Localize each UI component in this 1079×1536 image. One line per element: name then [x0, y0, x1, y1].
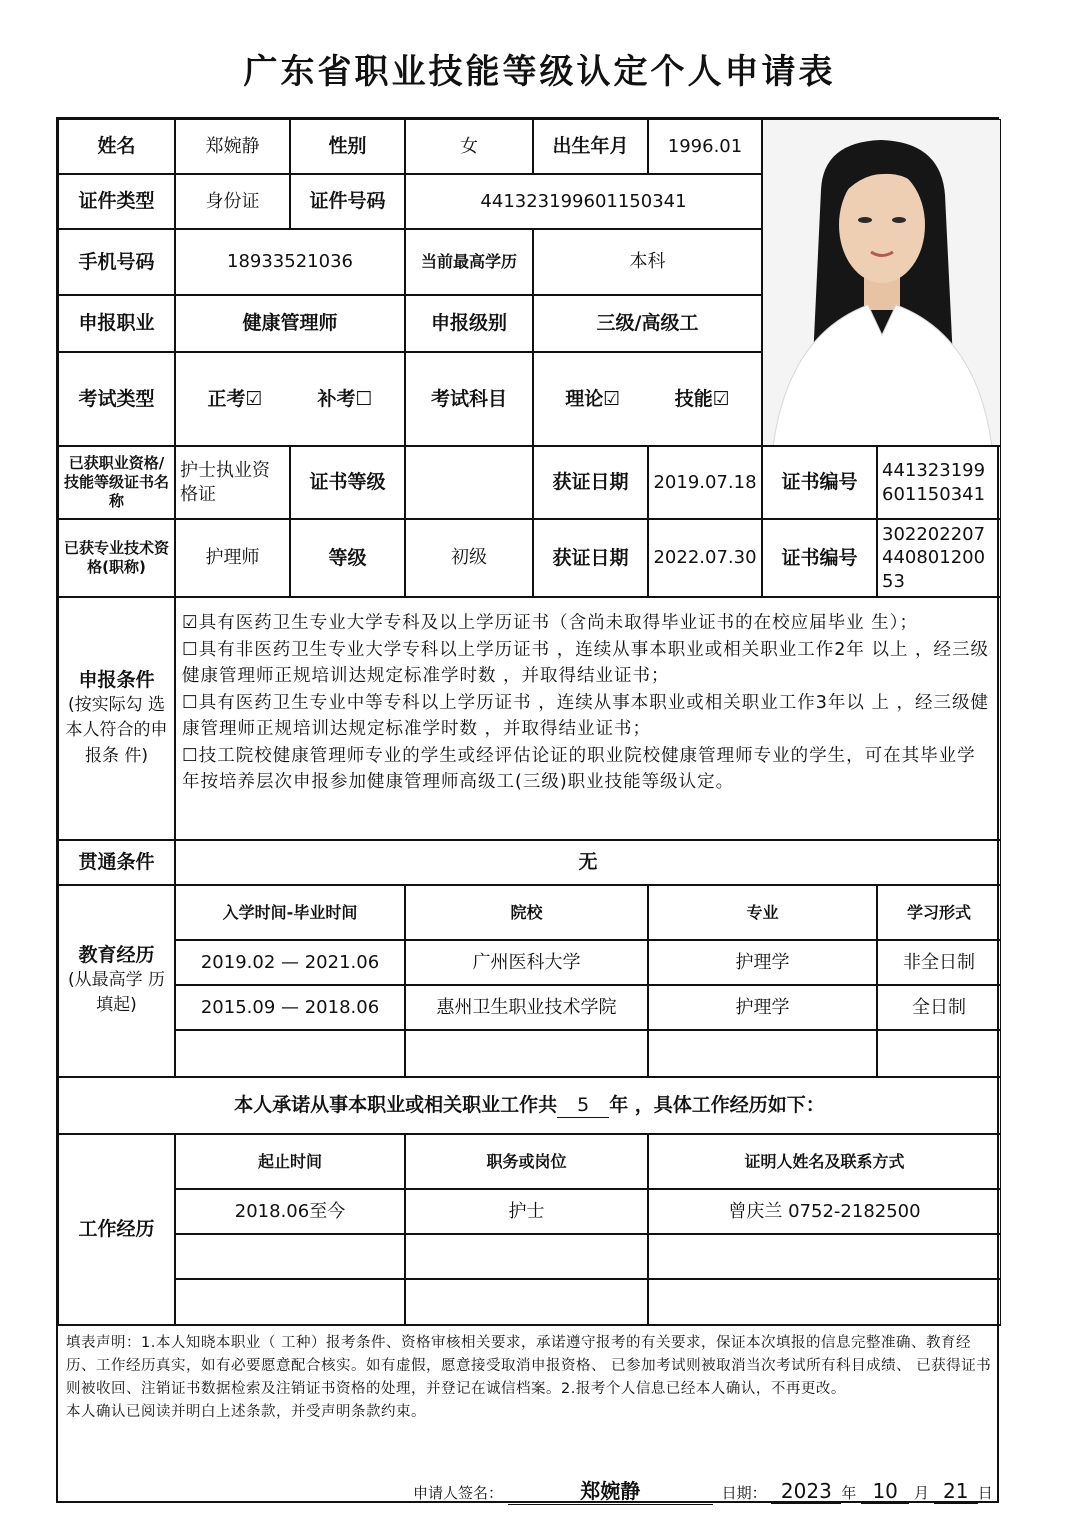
sign-month: 10: [861, 1479, 909, 1504]
transfer-value: 无: [175, 840, 1001, 885]
declaration-text: 填表声明：1.本人知晓本职业（ 工种）报考条件、资格审核相关要求，承诺遵守报考的有关要求，保证本次填报的信息完整准确、教育经历、工作经历真实，如有必要愿意配合核实。如有虚假，愿意接受取消申报资格、 已参加考试则被取消当次考试所有科目成绩、 已获得证书则被收回、注销证书数据检索及注销证书资格的处理，并登记在诚信档案。2.报考个人信息已经本人确认，不再更改。: [66, 1335, 992, 1397]
tech-date-label: 获证日期: [533, 519, 648, 597]
cert-no-value: 441323199601150341: [877, 446, 1001, 519]
birth-label: 出生年月: [533, 119, 648, 174]
declaration-confirm: 本人确认已阅读并明白上述条款，并受声明条款约束。: [66, 1404, 426, 1420]
conditions-list: [175, 597, 1001, 840]
edu-cell: [175, 1030, 405, 1077]
signature: 郑婉静: [508, 1475, 713, 1505]
name-value: 郑婉静: [175, 119, 290, 174]
work-cell: [648, 1234, 1001, 1279]
work-cell: 2018.06至今: [175, 1189, 405, 1234]
edu-note: (从最高学 历填起): [67, 969, 166, 1016]
edu-header-period: 入学时间-毕业时间: [175, 885, 405, 940]
vocational-cert-label: 已获职业资格/技能等级证书名称: [58, 446, 175, 519]
edu-cell: 广州医科大学: [405, 940, 648, 985]
grade-value: 初级: [405, 519, 533, 597]
edu-cell: [648, 1030, 877, 1077]
applicant-photo: [762, 119, 1001, 446]
level-label: 申报级别: [405, 295, 533, 352]
education-value: 本科: [533, 229, 762, 295]
edu-cell: 2019.02 — 2021.06: [175, 940, 405, 985]
sign-year: 2023: [771, 1479, 841, 1504]
work-commit: [58, 1077, 1001, 1134]
signature-label: 申请人签名：: [413, 1484, 504, 1502]
work-commit-suffix: 年 ，具体工作经历如下：: [609, 1094, 825, 1117]
month-unit: 月: [913, 1484, 929, 1502]
exam-type-options: [175, 352, 405, 446]
condition-item[interactable]: ☐技工院校健康管理师专业的学生或经评估论证的职业院校健康管理师专业的学生，可在其毕业学年按培养层次申报参加健康管理师高级工(三级)职业技能等级认定。: [182, 745, 976, 792]
work-cell: [175, 1279, 405, 1325]
cert-date-label: 获证日期: [533, 446, 648, 519]
work-cell: 曾庆兰 0752-2182500: [648, 1189, 1001, 1234]
tech-date-value: 2022.07.30: [648, 519, 762, 597]
edu-cell: 惠州卫生职业技术学院: [405, 985, 648, 1030]
edu-cell: 2015.09 — 2018.06: [175, 985, 405, 1030]
exam-subject-label: 考试科目: [405, 352, 533, 446]
day-unit: 日: [977, 1484, 993, 1502]
date-label: 日期：: [721, 1484, 767, 1502]
grade-label: 等级: [290, 519, 405, 597]
condition-item[interactable]: ☑具有医药卫生专业大学专科及以上学历证书（含尚未取得毕业证书的在校应届毕业 生）；: [182, 613, 918, 633]
cert-no-label: 证书编号: [762, 446, 877, 519]
conditions-label: 申报条件: [78, 668, 155, 691]
education-label: 当前最高学历: [405, 229, 533, 295]
year-unit: 年: [841, 1484, 857, 1502]
work-header-position: 职务或岗位: [405, 1134, 648, 1189]
edu-cell: 护理学: [648, 940, 877, 985]
work-header-period: 起止时间: [175, 1134, 405, 1189]
edu-header-school: 院校: [405, 885, 648, 940]
occupation-label: 申报职业: [58, 295, 175, 352]
exam-type-label: 考试类型: [58, 352, 175, 446]
exam-type-regular-checkbox[interactable]: 正考☑: [207, 387, 263, 410]
exam-subject-skill-checkbox[interactable]: 技能☑: [674, 387, 730, 410]
work-cell: [405, 1279, 648, 1325]
work-cell: 护士: [405, 1189, 648, 1234]
edu-header-major: 专业: [648, 885, 877, 940]
vocational-cert-name: 护士执业资格证: [175, 446, 290, 519]
id-type-label: 证件类型: [58, 174, 175, 229]
gender-value: 女: [405, 119, 533, 174]
work-cell: [175, 1234, 405, 1279]
condition-item[interactable]: ☐具有非医药卫生专业大学专科以上学历证书 ，连续从事本职业或相关职业工作2年 以上 ，经三级健康管理师正规培训达规定标准学时数 ，并取得结业证书；: [182, 639, 990, 686]
edu-label: 教育经历: [78, 944, 155, 967]
edu-cell: [405, 1030, 648, 1077]
phone-label: 手机号码: [58, 229, 175, 295]
work-label: 工作经历: [58, 1134, 175, 1325]
work-years: 5: [557, 1093, 609, 1119]
signature-row: [413, 1475, 993, 1505]
occupation-value: 健康管理师: [175, 295, 405, 352]
cert-level-label: 证书等级: [290, 446, 405, 519]
id-number-label: 证件号码: [290, 174, 405, 229]
level-value: 三级/高级工: [533, 295, 762, 352]
condition-item[interactable]: ☐具有医药卫生专业中等专科以上学历证书 ，连续从事本职业或相关职业工作3年以 上 ，经三级健康管理师正规培训达规定标准学时数 ，并取得结业证书；: [182, 692, 990, 739]
tech-no-label: 证书编号: [762, 519, 877, 597]
edu-label-cell: [58, 885, 175, 1077]
portrait-image: [763, 120, 1001, 446]
exam-subject-theory-checkbox[interactable]: 理论☑: [565, 387, 621, 410]
tech-no-value: 30220220744080120053: [877, 519, 1001, 597]
transfer-label: 贯通条件: [58, 840, 175, 885]
application-form: [56, 117, 999, 1503]
edu-cell: 全日制: [877, 985, 1001, 1030]
edu-cell: [877, 1030, 1001, 1077]
edu-cell: 非全日制: [877, 940, 1001, 985]
tech-title-label: 已获专业技术资格(职称): [58, 519, 175, 597]
cert-level-value: [405, 446, 533, 519]
birth-value: 1996.01: [648, 119, 762, 174]
exam-subject-options: [533, 352, 762, 446]
edu-header-mode: 学习形式: [877, 885, 1001, 940]
page-title: 广东省职业技能等级认定个人申请表: [243, 52, 836, 92]
work-commit-prefix: 本人承诺从事本职业或相关职业工作共: [234, 1094, 558, 1117]
work-header-reference: 证明人姓名及联系方式: [648, 1134, 1001, 1189]
exam-type-makeup-checkbox[interactable]: 补考☐: [317, 387, 373, 410]
id-type-value: 身份证: [175, 174, 290, 229]
cert-date-value: 2019.07.18: [648, 446, 762, 519]
edu-cell: 护理学: [648, 985, 877, 1030]
name-label: 姓名: [58, 119, 175, 174]
conditions-label-cell: [58, 597, 175, 840]
phone-value: 18933521036: [175, 229, 405, 295]
gender-label: 性别: [290, 119, 405, 174]
work-cell: [648, 1279, 1001, 1325]
conditions-note: (按实际勾 选本人符合的申报条 件): [65, 694, 168, 766]
work-cell: [405, 1234, 648, 1279]
sign-day: 21: [934, 1479, 978, 1504]
tech-title-name: 护理师: [175, 519, 290, 597]
id-number-value: 441323199601150341: [405, 174, 762, 229]
